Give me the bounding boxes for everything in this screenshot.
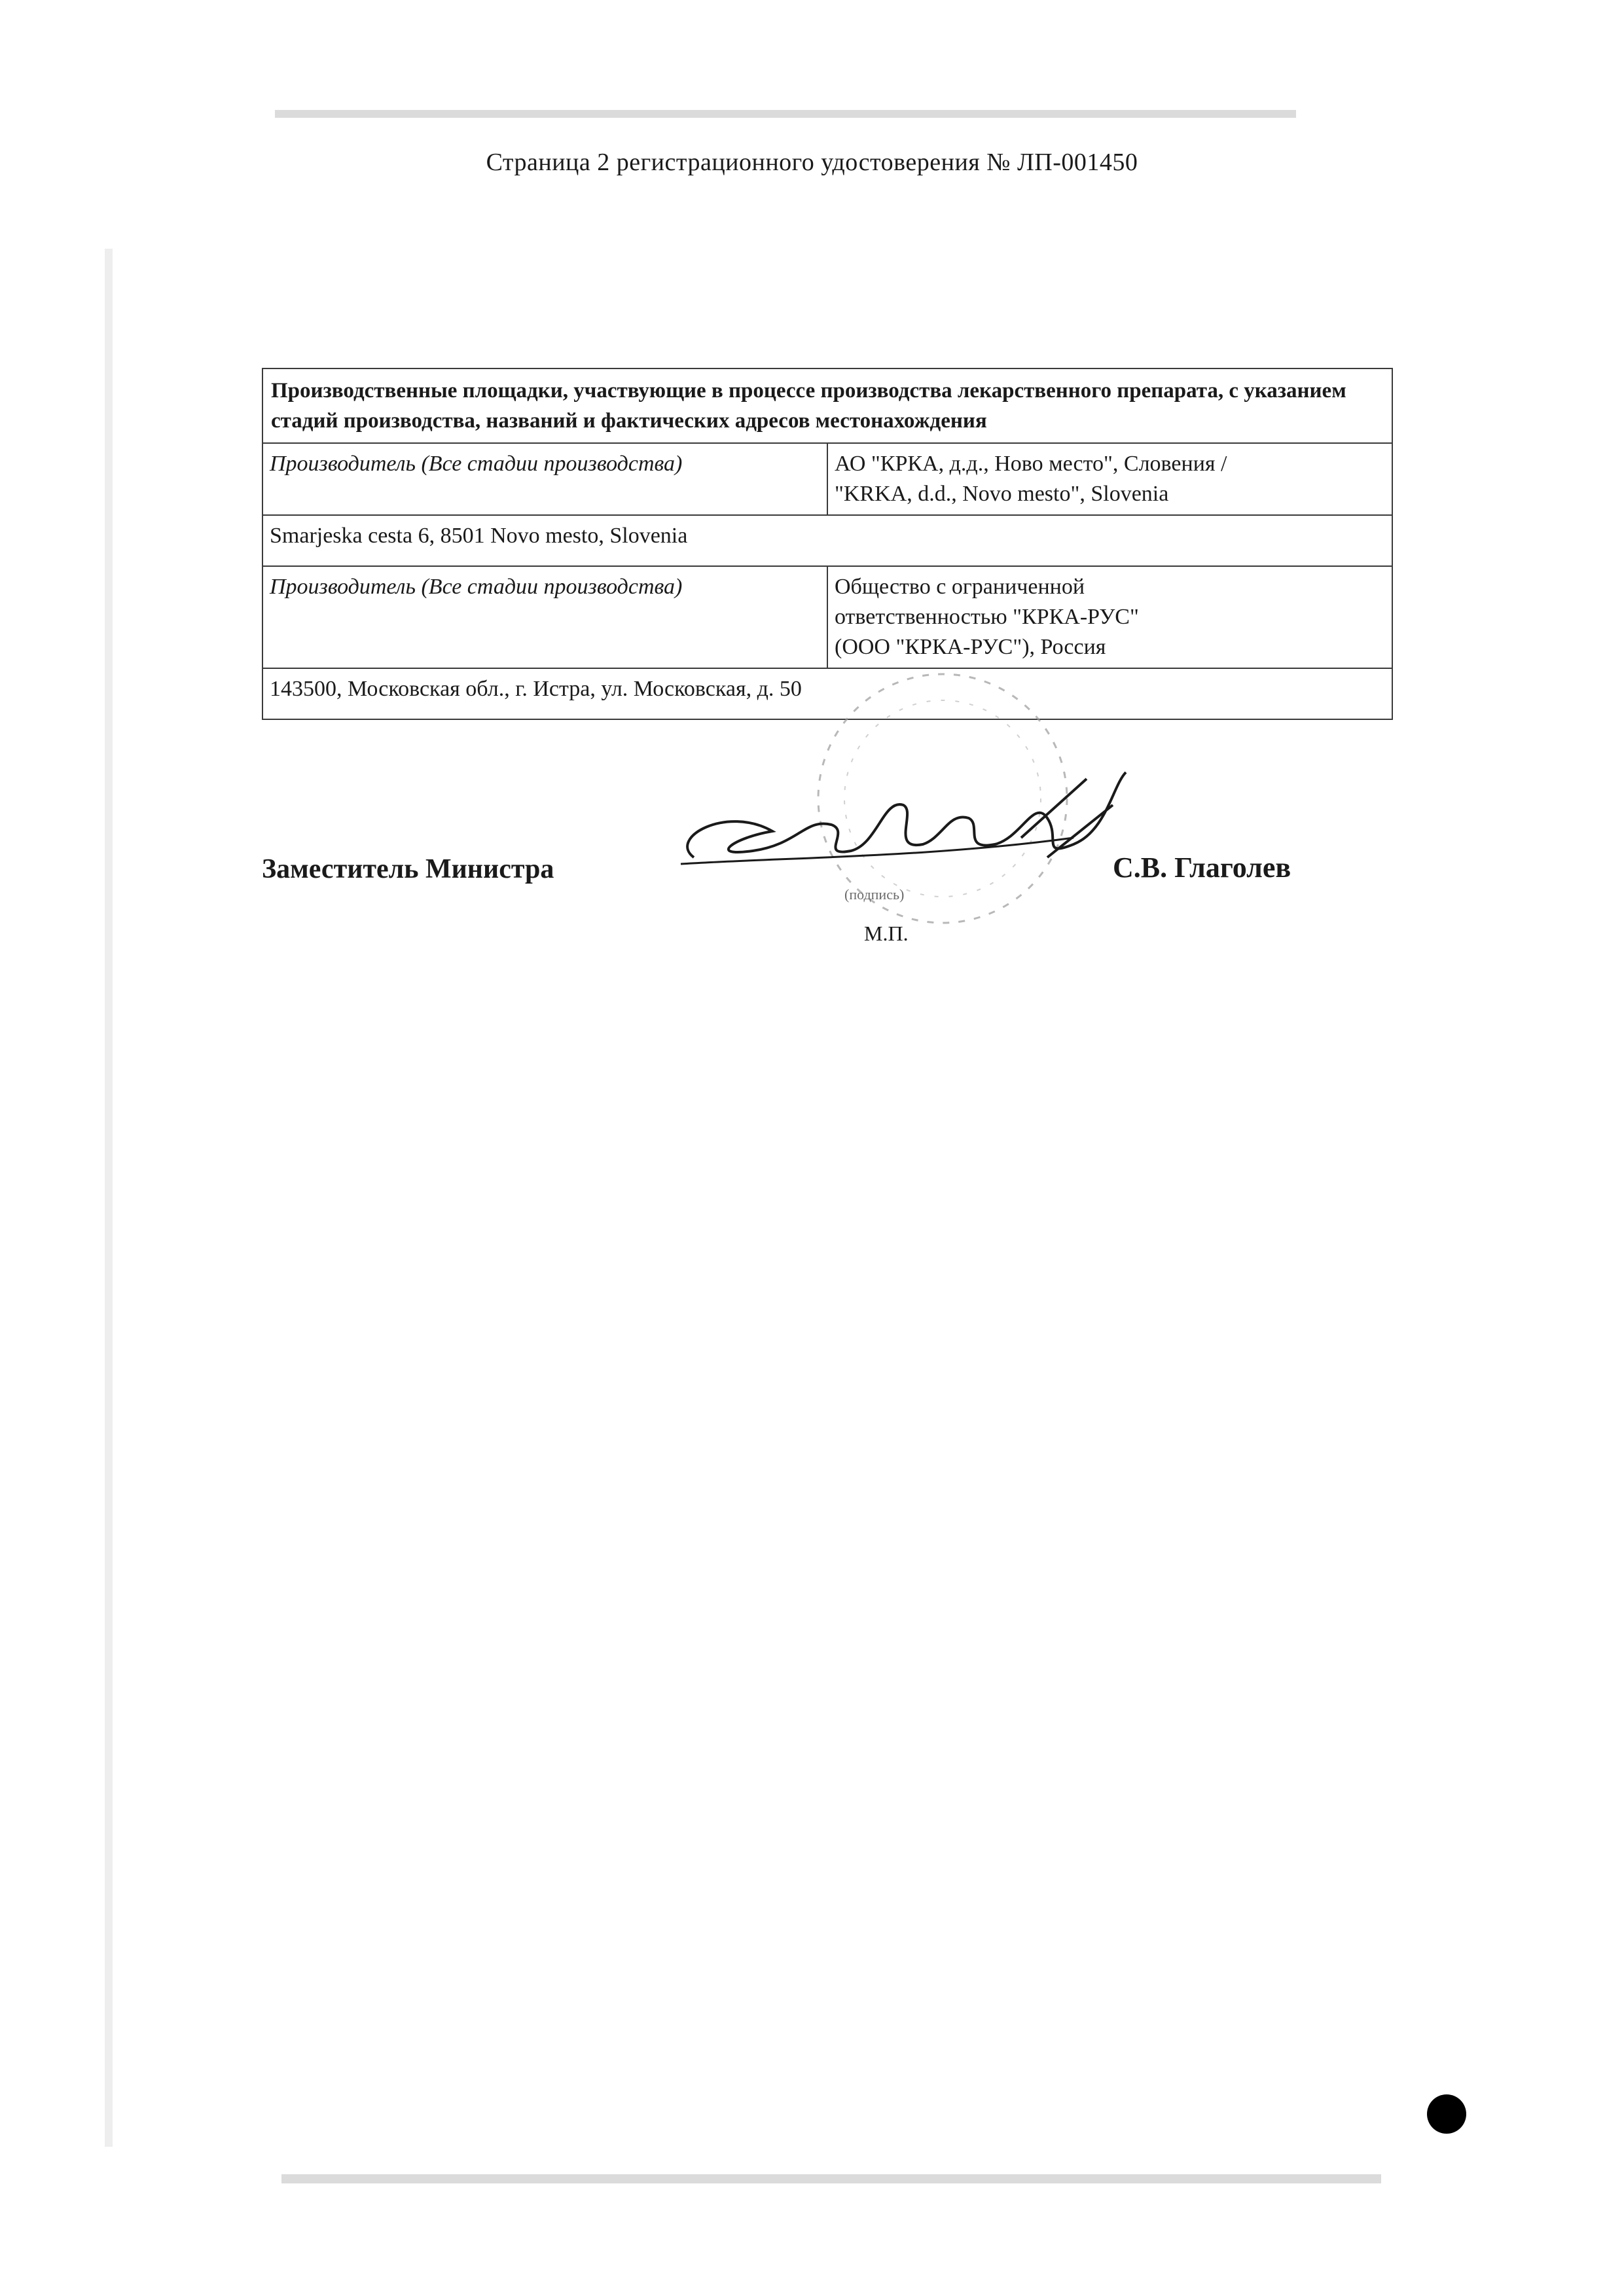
signatory-position: Заместитель Министра	[262, 854, 554, 884]
scan-noise-bottom	[281, 2174, 1381, 2183]
page-header: Страница 2 регистрационного удостоверения № ЛП-001450	[486, 149, 1138, 176]
table-title: Производственные площадки, участвующие в процессе производства лекарственного препарата, с указанием стадий производства, названий и фактических адресов местонахождения	[262, 368, 1392, 443]
table-row	[262, 566, 1392, 668]
manufacturer-address: Smarjeska cesta 6, 8501 Novo mesto, Slovenia	[262, 515, 1392, 566]
manufacturer-name: Общество с ограниченной ответственностью "КРКА-РУС" (ООО "КРКА-РУС"), Россия	[827, 566, 1392, 668]
seal-label: М.П.	[864, 922, 909, 945]
manufacturer-name: АО "КРКА, д.д., Ново место", Словения / "KRKA, d.d., Novo mesto", Slovenia	[827, 443, 1392, 515]
scan-noise-left-edge	[105, 249, 113, 2147]
manufacturer-role: Производитель (Все стадии производства)	[262, 443, 827, 515]
table-row	[262, 443, 1392, 515]
hole-punch-mark	[1427, 2094, 1466, 2134]
signature-caption: (подпись)	[844, 886, 905, 903]
manufacturer-address: 143500, Московская обл., г. Истра, ул. Московская, д. 50	[262, 668, 1392, 719]
scan-noise-top	[275, 110, 1296, 118]
signatory-name: С.В. Глаголев	[1113, 852, 1291, 884]
signature-block	[262, 772, 1362, 969]
table-row	[262, 515, 1392, 566]
manufacturer-role: Производитель (Все стадии производства)	[262, 566, 827, 668]
handwritten-signature	[655, 759, 1152, 884]
